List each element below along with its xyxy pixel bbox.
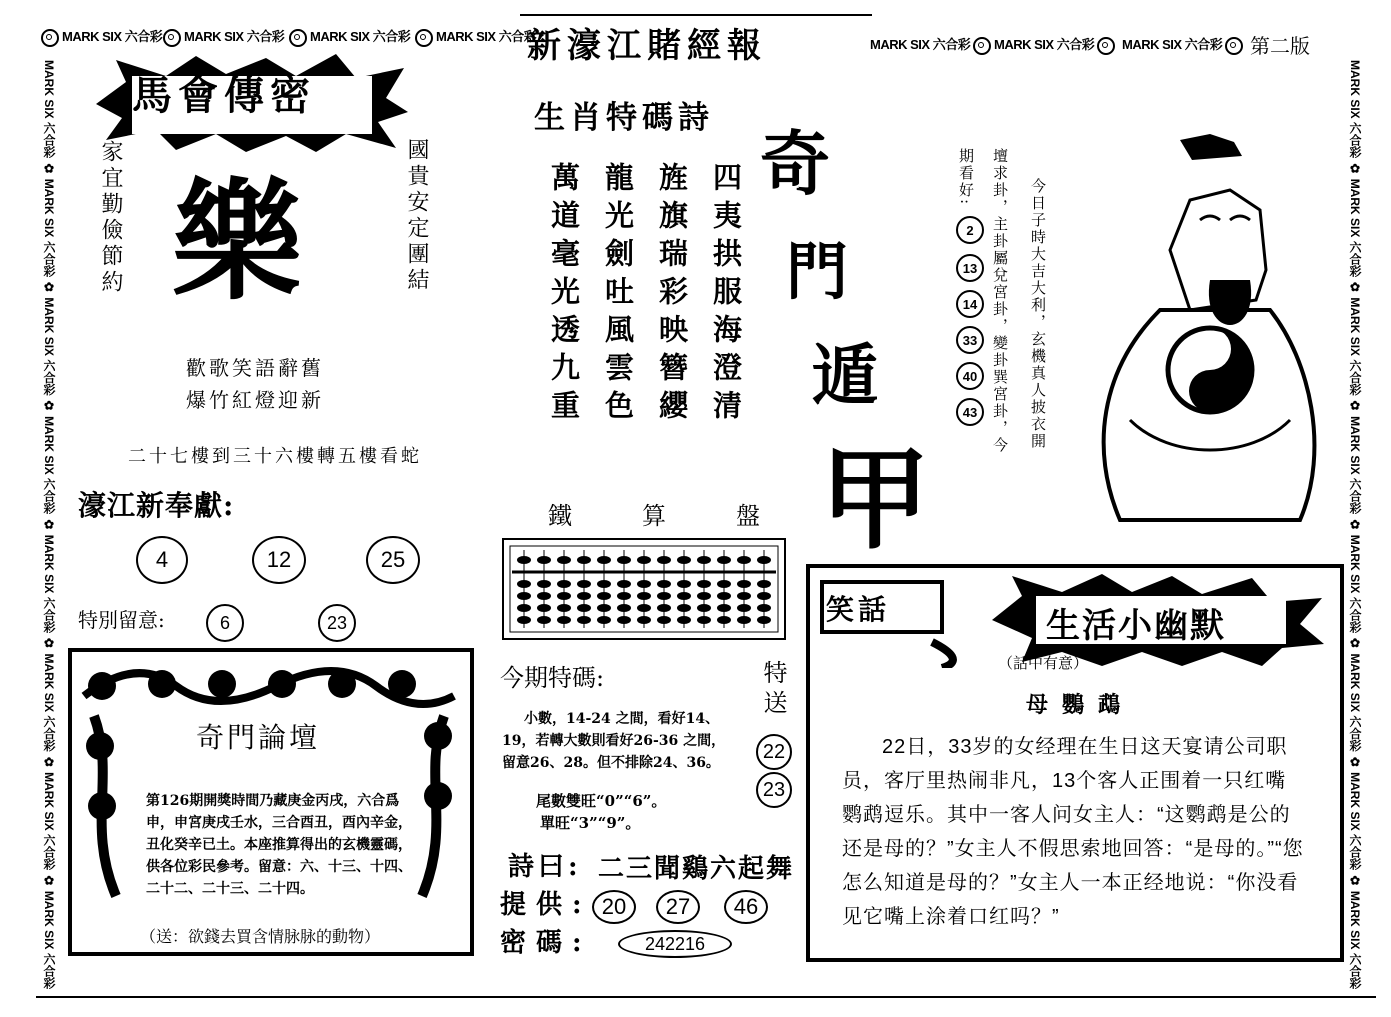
- number-ball: 22: [756, 734, 792, 770]
- humor-title: 生活小幽默: [1046, 606, 1226, 646]
- abacus-bead: [617, 592, 631, 600]
- banner-title: 馬會傳密: [132, 72, 316, 119]
- number-ball: 14: [956, 290, 984, 318]
- abacus-bead: [537, 616, 551, 624]
- couplet-line-1: 歡歌笑語辭舊: [186, 356, 324, 380]
- hint-line: 二十七樓到三十六樓轉五樓看蛇: [128, 446, 422, 467]
- number-ball: 4: [136, 536, 188, 584]
- abacus-bead: [597, 580, 611, 588]
- abacus-bead: [677, 556, 691, 564]
- abacus-bead: [577, 556, 591, 564]
- abacus-bead: [737, 556, 751, 564]
- special-line-2: 19，若轉大數則看好26-36 之間，: [502, 733, 726, 749]
- abacus-bead: [697, 592, 711, 600]
- abacus-bead: [597, 604, 611, 612]
- story-text: 22日，33岁的女经理在生日这天宴请公司职员，客厅里热闹非凡，13个客人正围着一只红嘴鹦鹉逗乐。其中一客人问女主人：“这鹦鹉是公的还是母的？”女主人不假思索地回答：“是母的。”“您怎么知道是母的？”女主人一本正经地说：“你没看见它嘴上涂着口红吗？”: [842, 736, 1304, 928]
- poem-label: 詩曰:: [508, 852, 582, 882]
- abacus-bead: [757, 592, 771, 600]
- poem-column: 龍光劍吐風雲色: [601, 162, 635, 428]
- qimen-char: 門: [786, 235, 849, 308]
- abacus-bead: [597, 556, 611, 564]
- special-line-3: 留意26、28。但不排除24、36。: [502, 755, 720, 771]
- story-title: 母鸚鵡: [1026, 692, 1135, 718]
- poem-column: 旌旗瑞彩映簪纓: [655, 162, 689, 428]
- brand-mark: MARK SIX 六合彩: [38, 26, 162, 47]
- abacus-bead: [657, 592, 671, 600]
- brand-mark: MARK SIX 六合彩: [160, 26, 284, 47]
- flower-icon: [415, 29, 433, 47]
- abacus-bead: [637, 616, 651, 624]
- flower-icon: [1225, 37, 1243, 55]
- abacus-bead: [537, 592, 551, 600]
- bottom-rule: [36, 996, 1376, 998]
- flower-icon: [163, 29, 181, 47]
- flower-icon: [973, 37, 991, 55]
- abacus-bead: [577, 592, 591, 600]
- number-ball: 27: [656, 890, 700, 924]
- abacus-bead: [637, 592, 651, 600]
- forum-title: 奇門論壇: [196, 721, 321, 754]
- poem-column: 萬道毫光透九重: [547, 162, 581, 428]
- abacus-bead: [597, 592, 611, 600]
- right-border-brand: MARK SIX 六合彩 ✿ MARK SIX 六合彩 ✿ MARK SIX 六合彩 ✿ MARK SIX 六合彩 ✿ MARK SIX 六合彩 ✿ MARK SIX 六合彩 ✿ MARK SIX 六合彩 ✿ MARK SIX 六合彩: [1348, 60, 1362, 989]
- abacus-bead: [617, 616, 631, 624]
- left-border-brand: MARK SIX 六合彩 ✿ MARK SIX 六合彩 ✿ MARK SIX 六合彩 ✿ MARK SIX 六合彩 ✿ MARK SIX 六合彩 ✿ MARK SIX 六合彩 ✿ MARK SIX 六合彩 ✿ MARK SIX 六合彩: [42, 60, 56, 989]
- special-side-label: 特送: [759, 660, 787, 720]
- code-label: 密碼:: [500, 928, 592, 958]
- abacus-bead: [557, 616, 571, 624]
- abacus-bead: [717, 604, 731, 612]
- abacus-bead: [517, 580, 531, 588]
- left-motto: 家宜勤儉節約: [98, 140, 123, 296]
- qimen-char: 遁: [812, 336, 878, 414]
- abacus-bead: [637, 604, 651, 612]
- special-line-1: 小數，14-24 之間，看好14、: [524, 711, 720, 727]
- abacus-bead: [577, 616, 591, 624]
- poem-column: 四夷拱服海澄清: [709, 162, 743, 428]
- abacus-bead: [517, 616, 531, 624]
- abacus-bead: [657, 556, 671, 564]
- single-digits: 單旺“3”“9”。: [540, 814, 641, 832]
- abacus-bead: [617, 604, 631, 612]
- abacus-bead: [657, 580, 671, 588]
- abacus-bead: [617, 580, 631, 588]
- altar-text-col-2: 壇求卦，主卦屬兌宮卦，變卦巽宮卦，今: [991, 148, 1009, 454]
- abacus-bead: [717, 556, 731, 564]
- abacus-bead: [637, 556, 651, 564]
- brand-mark: MARK SIX 六合彩: [412, 26, 536, 47]
- right-motto: 國貴安定團結: [404, 138, 429, 294]
- abacus-graphic: [502, 538, 786, 640]
- flower-icon: [1097, 37, 1115, 55]
- abacus-bead: [657, 604, 671, 612]
- number-ball: 2: [956, 216, 984, 244]
- abacus-bead: [737, 592, 751, 600]
- abacus-bead: [557, 604, 571, 612]
- tail-digits: 尾數雙旺“0”“6”。: [536, 792, 667, 810]
- abacus-bead: [757, 604, 771, 612]
- abacus-bead: [737, 616, 751, 624]
- abacus-bead: [677, 580, 691, 588]
- forum-footer: （送：欲錢去買含情脉脉的動物）: [140, 927, 381, 946]
- altar-text-col-1: 今日子時大吉大利，玄機真人披衣開: [1029, 178, 1047, 450]
- couplet-line-2: 爆竹紅燈迎新: [186, 388, 324, 412]
- altar-text-col-3: 期看好:: [957, 148, 975, 207]
- abacus-bead: [757, 580, 771, 588]
- abacus-bead: [737, 580, 751, 588]
- abacus-bead: [737, 604, 751, 612]
- abacus-bead: [677, 616, 691, 624]
- qimen-char: 奇: [760, 122, 830, 205]
- abacus-bead: [537, 580, 551, 588]
- abacus-bead: [697, 580, 711, 588]
- title-rule: [520, 14, 872, 16]
- abacus-bead: [697, 616, 711, 624]
- abacus-bead: [557, 580, 571, 588]
- abacus-bead: [577, 580, 591, 588]
- number-ball: 6: [206, 604, 244, 642]
- abacus-bead: [537, 556, 551, 564]
- humor-subtitle: （話中有意）: [998, 654, 1089, 672]
- forum-body: 第126期開獎時間乃藏庚金丙戌，六合爲申，申宮庚戌壬水，三合酉丑，酉內辛金，丑化癸辛已土。本座推算得出的玄機靈碼，供各位彩民參考。留意：六、十三、十四、二十二、二十三、二十四。: [146, 793, 412, 897]
- abacus-bead: [537, 604, 551, 612]
- abacus-bead: [557, 556, 571, 564]
- abacus-bead: [717, 580, 731, 588]
- brand-mark: MARK SIX 六合彩: [1122, 34, 1246, 55]
- abacus-bead: [757, 556, 771, 564]
- provide-label: 提供:: [500, 890, 592, 920]
- abacus-bead: [657, 616, 671, 624]
- abacus-bead: [617, 556, 631, 564]
- abacus-bead: [577, 604, 591, 612]
- special-attention-label: 特別留意:: [78, 608, 165, 632]
- abacus-bead: [517, 556, 531, 564]
- abacus-bead: [517, 592, 531, 600]
- big-character: 樂: [172, 165, 303, 318]
- number-ball: 20: [592, 890, 636, 924]
- abacus-bead: [677, 592, 691, 600]
- abacus-bead: [557, 592, 571, 600]
- brand-mark: MARK SIX 六合彩: [286, 26, 410, 47]
- special-heading: 今期特碼:: [500, 664, 605, 692]
- flower-icon: [289, 29, 307, 47]
- abacus-bead: [717, 616, 731, 624]
- number-ball: 33: [956, 326, 984, 354]
- abacus-bead: [697, 604, 711, 612]
- qimen-char: 甲: [820, 435, 930, 564]
- number-ball: 23: [318, 604, 356, 642]
- number-ball: 12: [252, 536, 306, 584]
- brand-mark: MARK SIX 六合彩: [994, 34, 1118, 55]
- poem-text: 二三聞鷄六起舞: [598, 854, 795, 884]
- number-ball: 13: [956, 254, 984, 282]
- joke-label: 笑話: [826, 593, 891, 626]
- abacus-bead: [517, 604, 531, 612]
- abacus-bead: [697, 556, 711, 564]
- haojiang-title: 濠江新奉獻:: [78, 489, 235, 522]
- number-ball: 46: [724, 890, 768, 924]
- abacus-bead: [637, 580, 651, 588]
- abacus-bead: [597, 616, 611, 624]
- edition-label: 第二版: [1250, 34, 1310, 58]
- number-ball: 25: [366, 536, 420, 584]
- code-value: 242216: [618, 930, 732, 958]
- abacus-bead: [757, 616, 771, 624]
- number-ball: 43: [956, 398, 984, 426]
- poem-title: 生肖特碼詩: [534, 100, 714, 136]
- number-ball: 40: [956, 362, 984, 390]
- abacus-label: 鐵算盤: [548, 502, 830, 530]
- number-ball: 23: [756, 772, 792, 808]
- abacus-bead: [677, 604, 691, 612]
- flower-icon: [41, 29, 59, 47]
- newspaper-title: 新濠江賭經報: [527, 26, 767, 66]
- brand-mark: MARK SIX 六合彩: [870, 34, 994, 55]
- sage-illustration: [1060, 120, 1340, 530]
- abacus-bead: [717, 592, 731, 600]
